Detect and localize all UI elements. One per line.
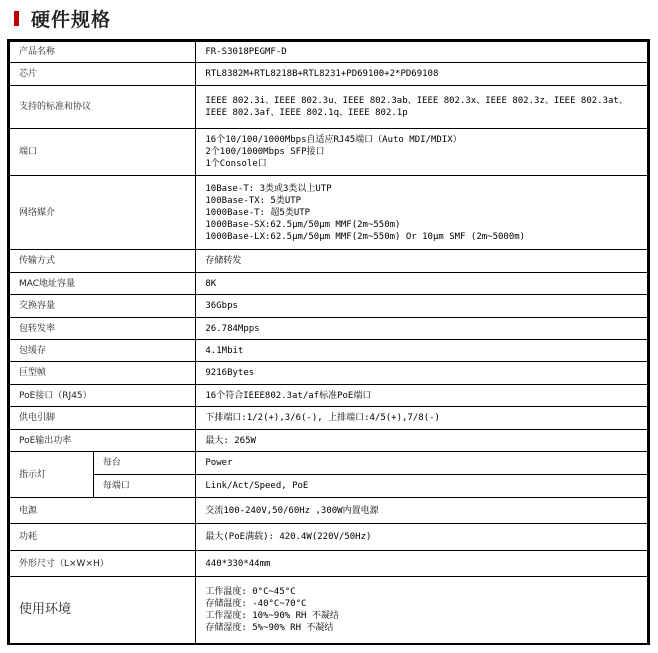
spec-value <box>196 362 649 385</box>
spec-value-line: 1000Base-LX:62.5μm/50μm MMF(2m~550m) Or 10μm SMF (2m~5000m) <box>205 231 526 242</box>
spec-row <box>9 407 649 430</box>
spec-row <box>9 318 649 340</box>
spec-label: 端口 <box>9 129 196 176</box>
spec-value-line: 存储湿度: 5%~90% RH 不凝结 <box>205 622 334 633</box>
spec-value-line: 9216Bytes <box>205 368 255 378</box>
spec-label: MAC地址容量 <box>9 273 196 295</box>
spec-label: 外形尺寸（L×W×H） <box>9 551 196 577</box>
spec-value: Power <box>196 452 649 475</box>
spec-value <box>196 407 649 430</box>
spec-label: 电源 <box>9 498 196 524</box>
hardware-spec-table <box>7 39 650 645</box>
spec-value-line: 存储转发 <box>205 256 242 266</box>
spec-label: 包转发率 <box>9 318 196 340</box>
spec-value-line: 1个Console口 <box>205 159 267 169</box>
spec-value <box>196 498 649 524</box>
spec-row <box>9 551 649 577</box>
spec-label: 芯片 <box>9 63 196 86</box>
spec-row-environment <box>9 577 649 644</box>
spec-value-line: 10Base-T: 3类或3类以上UTP <box>205 183 332 194</box>
spec-label: 巨型帧 <box>9 362 196 385</box>
spec-value <box>196 340 649 362</box>
spec-value-line: 存储温度: -40°C~70°C <box>205 598 307 609</box>
spec-row-indicator <box>9 452 649 475</box>
spec-row <box>9 295 649 318</box>
spec-sublabel: 每台 <box>93 452 196 475</box>
spec-row <box>9 385 649 407</box>
spec-value <box>196 250 649 273</box>
spec-value-line: 16个符合IEEE802.3at/af标准PoE端口 <box>205 390 372 401</box>
heading-accent-bar <box>14 11 19 26</box>
spec-value <box>196 176 649 250</box>
spec-value-line: FR-S3018PEGMF-D <box>205 47 287 57</box>
spec-row <box>9 129 649 176</box>
spec-row <box>9 340 649 362</box>
spec-value-environment <box>196 577 649 644</box>
spec-value-line: 8K <box>205 278 217 289</box>
spec-row-indicator <box>9 475 649 498</box>
spec-value-line: 交流100-240V,50/60Hz ,300W内置电源 <box>205 505 379 516</box>
spec-value-line: 工作温度: 0°C~45°C <box>205 586 296 597</box>
spec-label: 功耗 <box>9 524 196 551</box>
spec-label: PoE接口（RJ45） <box>9 385 196 407</box>
spec-value <box>196 129 649 176</box>
spec-value-line: 4.1Mbit <box>205 345 244 356</box>
spec-row <box>9 524 649 551</box>
spec-label: 网络媒介 <box>9 176 196 250</box>
spec-row <box>9 362 649 385</box>
spec-value-line: 16个10/100/1000Mbps自适应RJ45端口（Auto MDI/MDIX） <box>205 135 462 145</box>
spec-value <box>196 273 649 295</box>
spec-row <box>9 250 649 273</box>
spec-row <box>9 430 649 452</box>
spec-row <box>9 273 649 295</box>
spec-row <box>9 498 649 524</box>
spec-value <box>196 63 649 86</box>
spec-value-line: 1000Base-T: 超5类UTP <box>205 207 311 218</box>
spec-row <box>9 41 649 63</box>
spec-label-indicator: 指示灯 <box>9 452 94 498</box>
spec-row <box>9 176 649 250</box>
page-title: 硬件规格 <box>31 8 112 31</box>
spec-row <box>9 86 649 129</box>
spec-value-line: 26.784Mpps <box>205 323 260 334</box>
spec-label: PoE输出功率 <box>9 430 196 452</box>
spec-value-line: 最大: 265W <box>205 435 256 446</box>
spec-value-line: 36Gbps <box>205 301 238 311</box>
spec-value <box>196 295 649 318</box>
spec-value-line: 100Base-TX: 5类UTP <box>205 195 302 206</box>
spec-label-environment: 使用环境 <box>9 577 196 644</box>
spec-row <box>9 63 649 86</box>
spec-value-line: RTL8382M+RTL8218B+RTL8231+PD69100+2*PD69108 <box>205 69 439 79</box>
spec-value <box>196 524 649 551</box>
spec-value-line: 下排端口:1/2(+),3/6(-), 上排端口:4/5(+),7/8(-) <box>205 413 440 423</box>
spec-value <box>196 551 649 577</box>
spec-value-line: 最大(PoE满载): 420.4W(220V/50Hz) <box>205 532 372 542</box>
spec-sublabel: 每端口 <box>93 475 196 498</box>
section-heading <box>14 3 111 33</box>
spec-label: 供电引脚 <box>9 407 196 430</box>
spec-value-line: 440*330*44mm <box>205 558 271 569</box>
spec-value-line: 工作湿度: 10%~90% RH 不凝结 <box>205 610 339 621</box>
spec-value <box>196 430 649 452</box>
spec-label: 包缓存 <box>9 340 196 362</box>
spec-value <box>196 41 649 63</box>
spec-label: 产品名称 <box>9 41 196 63</box>
spec-value: Link/Act/Speed, PoE <box>196 475 649 498</box>
spec-value <box>196 86 649 129</box>
spec-value-line: IEEE 802.3i、IEEE 802.3u、IEEE 802.3ab、IEEE 802.3x、IEEE 802.3z、IEEE 802.3at、 <box>205 96 628 106</box>
spec-value-line: 1000Base-SX:62.5μm/50μm MMF(2m~550m) <box>205 219 401 230</box>
spec-label: 支持的标准和协议 <box>9 86 196 129</box>
spec-value-line: 2个100/1000Mbps SFP接口 <box>205 147 325 157</box>
spec-label: 传输方式 <box>9 250 196 273</box>
spec-value-line: IEEE 802.3af、IEEE 802.1q、IEEE 802.1p <box>205 108 408 118</box>
spec-label: 交换容量 <box>9 295 196 318</box>
spec-value <box>196 385 649 407</box>
spec-value <box>196 318 649 340</box>
